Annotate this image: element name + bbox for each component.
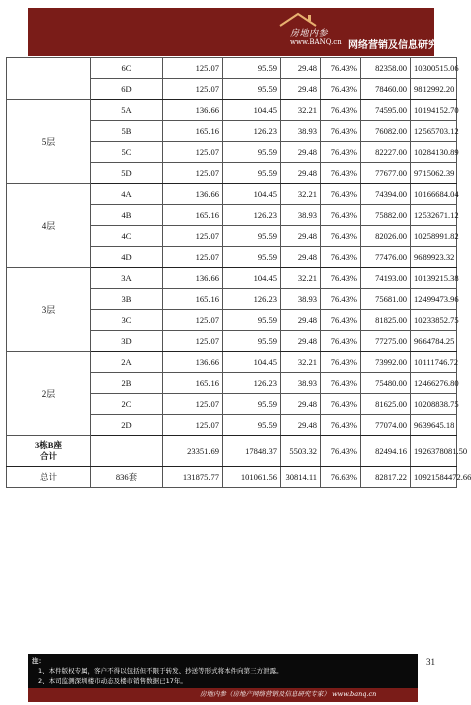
value-cell: 136.66 [163,100,223,121]
table-row [7,352,457,373]
value-cell: 165.16 [163,289,223,310]
value-cell: 104.45 [223,184,281,205]
table-row [7,58,457,79]
floor-cell: 5层 [7,100,91,184]
brand-logo-text: 房地内参 [290,29,329,39]
value-cell: 76.43% [321,415,361,436]
unit-cell [91,436,163,467]
value-cell: 101061.56 [223,467,281,488]
value-cell: 74193.00 [361,268,411,289]
subtotal-label-line1: 3栋B座 [35,440,62,450]
value-cell: 76.43% [321,58,361,79]
value-cell: 125.07 [163,226,223,247]
value-cell: 75681.00 [361,289,411,310]
value-cell: 76.43% [321,121,361,142]
value-cell: 76.63% [321,467,361,488]
value-cell: 10166684.04 [411,184,457,205]
unit-cell: 4A [91,184,163,205]
floor-cell: 4层 [7,184,91,268]
unit-cell: 5D [91,163,163,184]
value-cell: 76.43% [321,310,361,331]
value-cell: 10233852.75 [411,310,457,331]
value-cell: 76.43% [321,205,361,226]
value-cell: 12499473.96 [411,289,457,310]
unit-count-cell: 836套 [91,467,163,488]
unit-cell: 2D [91,415,163,436]
total-label: 总计 [7,467,91,488]
value-cell: 125.07 [163,415,223,436]
value-cell: 76082.00 [361,121,411,142]
value-cell: 29.48 [281,79,321,100]
value-cell: 29.48 [281,58,321,79]
value-cell: 95.59 [223,415,281,436]
value-cell: 76.43% [321,331,361,352]
value-cell: 5503.32 [281,436,321,467]
value-cell: 125.07 [163,247,223,268]
value-cell: 12466276.80 [411,373,457,394]
value-cell: 95.59 [223,394,281,415]
value-cell: 82494.16 [361,436,411,467]
value-cell: 76.43% [321,79,361,100]
table-row [7,184,457,205]
unit-cell: 2C [91,394,163,415]
unit-cell: 3A [91,268,163,289]
value-cell: 32.21 [281,184,321,205]
page-number: 31 [426,657,435,667]
value-cell: 10300515.06 [411,58,457,79]
value-cell: 76.43% [321,184,361,205]
value-cell: 126.23 [223,121,281,142]
value-cell: 136.66 [163,268,223,289]
value-cell: 10139215.38 [411,268,457,289]
value-cell: 76.43% [321,142,361,163]
value-cell: 136.66 [163,352,223,373]
value-cell: 165.16 [163,205,223,226]
value-cell: 95.59 [223,58,281,79]
note-title: 注： [32,657,45,665]
value-cell: 38.93 [281,121,321,142]
value-cell: 125.07 [163,142,223,163]
value-cell: 10284130.89 [411,142,457,163]
unit-cell: 6C [91,58,163,79]
value-cell: 12532671.12 [411,205,457,226]
value-cell: 32.21 [281,268,321,289]
value-cell: 29.48 [281,394,321,415]
value-cell: 9715062.39 [411,163,457,184]
value-cell: 76.43% [321,373,361,394]
value-cell: 10111746.72 [411,352,457,373]
footer-tagline: 房地内参（房地产网络营销及信息研究专家） www.banq.cn [200,690,377,698]
unit-cell: 4D [91,247,163,268]
value-cell: 95.59 [223,79,281,100]
value-cell: 95.59 [223,310,281,331]
value-cell: 38.93 [281,289,321,310]
value-cell: 104.45 [223,268,281,289]
page-footer [28,654,418,702]
value-cell: 125.07 [163,58,223,79]
value-cell: 30814.11 [281,467,321,488]
value-cell: 126.23 [223,289,281,310]
value-cell: 95.59 [223,331,281,352]
unit-cell: 3D [91,331,163,352]
value-cell: 126.23 [223,373,281,394]
value-cell: 95.59 [223,247,281,268]
unit-cell: 2A [91,352,163,373]
value-cell: 78460.00 [361,79,411,100]
value-cell: 95.59 [223,142,281,163]
value-cell: 125.07 [163,163,223,184]
unit-cell: 5A [91,100,163,121]
unit-cell: 4B [91,205,163,226]
value-cell: 74595.00 [361,100,411,121]
value-cell: 77275.00 [361,331,411,352]
value-cell: 125.07 [163,310,223,331]
value-cell: 95.59 [223,163,281,184]
value-cell: 23351.69 [163,436,223,467]
value-cell: 165.16 [163,121,223,142]
value-cell: 76.43% [321,163,361,184]
unit-cell: 5B [91,121,163,142]
value-cell: 77677.00 [361,163,411,184]
total-row [7,467,457,488]
value-cell: 29.48 [281,310,321,331]
unit-cell: 4C [91,226,163,247]
value-cell: 76.43% [321,247,361,268]
brand-title: 网络营销及信息研究专家 [348,40,458,51]
value-cell: 76.43% [321,394,361,415]
floor-cell: 3层 [7,268,91,352]
unit-cell: 3B [91,289,163,310]
value-cell: 95.59 [223,226,281,247]
value-cell: 32.21 [281,100,321,121]
value-cell: 76.43% [321,352,361,373]
subtotal-label [7,436,91,467]
unit-cell: 5C [91,142,163,163]
value-cell: 81825.00 [361,310,411,331]
value-cell: 10921584472.66 [411,467,457,488]
value-cell: 29.48 [281,247,321,268]
value-cell: 82358.00 [361,58,411,79]
value-cell: 38.93 [281,373,321,394]
sales-data-table [6,57,471,488]
floor-cell: 2层 [7,352,91,436]
table-row [7,100,457,121]
value-cell: 125.07 [163,394,223,415]
value-cell: 81625.00 [361,394,411,415]
value-cell: 165.16 [163,373,223,394]
value-cell: 17848.37 [223,436,281,467]
value-cell: 76.43% [321,268,361,289]
subtotal-row [7,436,457,467]
note-line-2: 2、本司监测深圳楼市动态及楼市销售数据已17年。 [38,677,187,685]
value-cell: 9639645.18 [411,415,457,436]
floor-cell [7,58,91,100]
value-cell: 136.66 [163,184,223,205]
value-cell: 10258991.82 [411,226,457,247]
value-cell: 82227.00 [361,142,411,163]
value-cell: 12565703.12 [411,121,457,142]
value-cell: 9689923.32 [411,247,457,268]
value-cell: 82817.22 [361,467,411,488]
value-cell: 75882.00 [361,205,411,226]
value-cell: 82026.00 [361,226,411,247]
value-cell: 104.45 [223,352,281,373]
value-cell: 29.48 [281,142,321,163]
value-cell: 73992.00 [361,352,411,373]
value-cell: 9812992.20 [411,79,457,100]
page-header-banner [28,8,458,56]
value-cell: 76.43% [321,226,361,247]
value-cell: 77476.00 [361,247,411,268]
subtotal-label-line2: 合计 [39,451,57,461]
value-cell: 38.93 [281,205,321,226]
note-line-1: 1、本件版权专属，客户不得以包括但不限于转发、抄送等形式将本件向第三方泄露。 [38,667,283,675]
value-cell: 1926378081.50 [411,436,457,467]
value-cell: 29.48 [281,226,321,247]
value-cell: 75480.00 [361,373,411,394]
table-row [7,268,457,289]
value-cell: 76.43% [321,100,361,121]
value-cell: 74394.00 [361,184,411,205]
value-cell: 126.23 [223,205,281,226]
value-cell: 29.48 [281,331,321,352]
value-cell: 29.48 [281,415,321,436]
value-cell: 77074.00 [361,415,411,436]
value-cell: 131875.77 [163,467,223,488]
value-cell: 10194152.70 [411,100,457,121]
unit-cell: 3C [91,310,163,331]
value-cell: 125.07 [163,331,223,352]
unit-cell: 6D [91,79,163,100]
unit-cell: 2B [91,373,163,394]
footer-notes [28,654,418,688]
value-cell: 104.45 [223,100,281,121]
value-cell: 76.43% [321,289,361,310]
brand-url: www.BANQ.cn [290,38,342,46]
value-cell: 29.48 [281,163,321,184]
value-cell: 32.21 [281,352,321,373]
value-cell: 125.07 [163,79,223,100]
value-cell: 9664784.25 [411,331,457,352]
value-cell: 76.43% [321,436,361,467]
value-cell: 10208838.75 [411,394,457,415]
